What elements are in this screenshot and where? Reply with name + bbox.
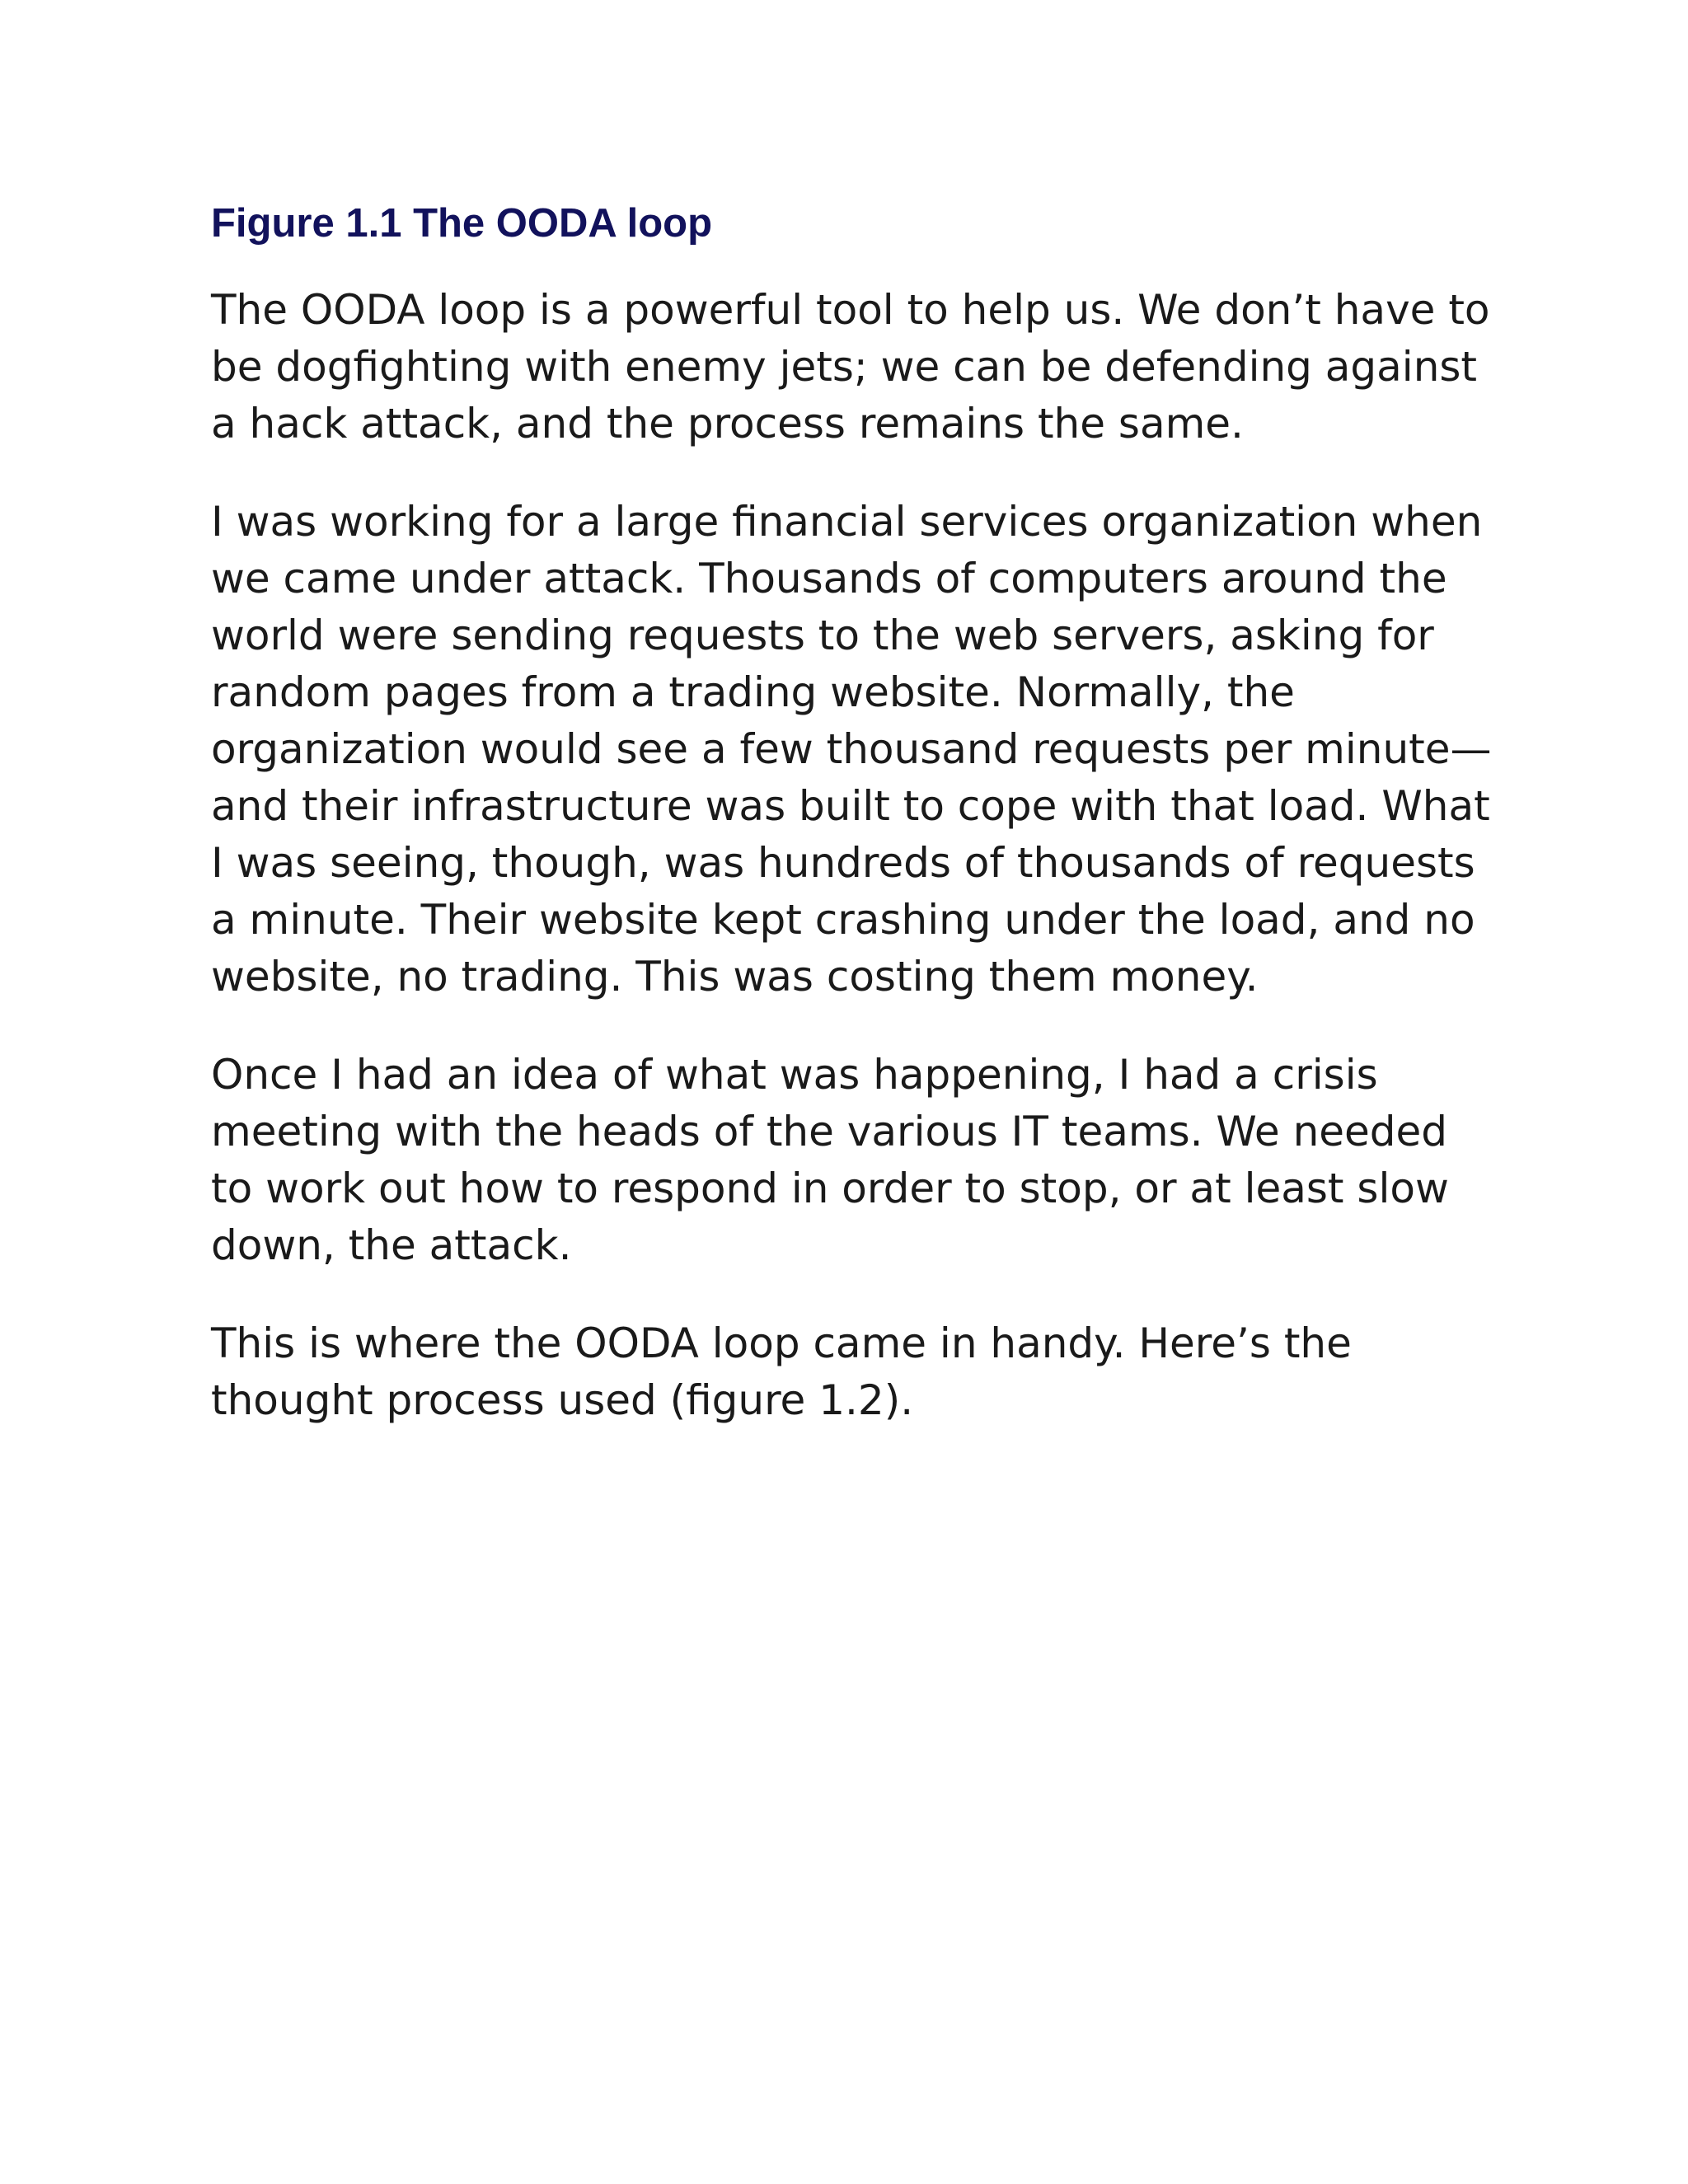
figure-caption: Figure 1.1 The OODA loop	[211, 201, 713, 246]
paragraph-ooda-applied: This is where the OODA loop came in handy. Here’s the thought process used (figure 1.2).	[211, 1319, 1352, 1424]
paragraph-ooda-intro: The OODA loop is a powerful tool to help us. We don’t have to be dogfighting with enemy jets; we can be defending against a hack attack, and the process remains the same.	[211, 286, 1490, 448]
paragraph-attack-story: I was working for a large financial services organization when we came under attack. Thousands of computers around the world were sending requests to the web servers, asking for random pages from a trading website. Normally, the organization would see a few thousand requests per minute—and their infrastructure was built to cope with that load. What I was seeing, though, was hundreds of thousands of requests a minute. Their website kept crashing under the load, and no website, no trading. This was costing them money.	[211, 498, 1492, 1001]
page-content	[211, 198, 1497, 1470]
paragraph-crisis-meeting: Once I had an idea of what was happening, I had a crisis meeting with the heads of the various IT teams. We needed to work out how to respond in order to stop, or at least slow down, the attack.	[211, 1051, 1449, 1269]
